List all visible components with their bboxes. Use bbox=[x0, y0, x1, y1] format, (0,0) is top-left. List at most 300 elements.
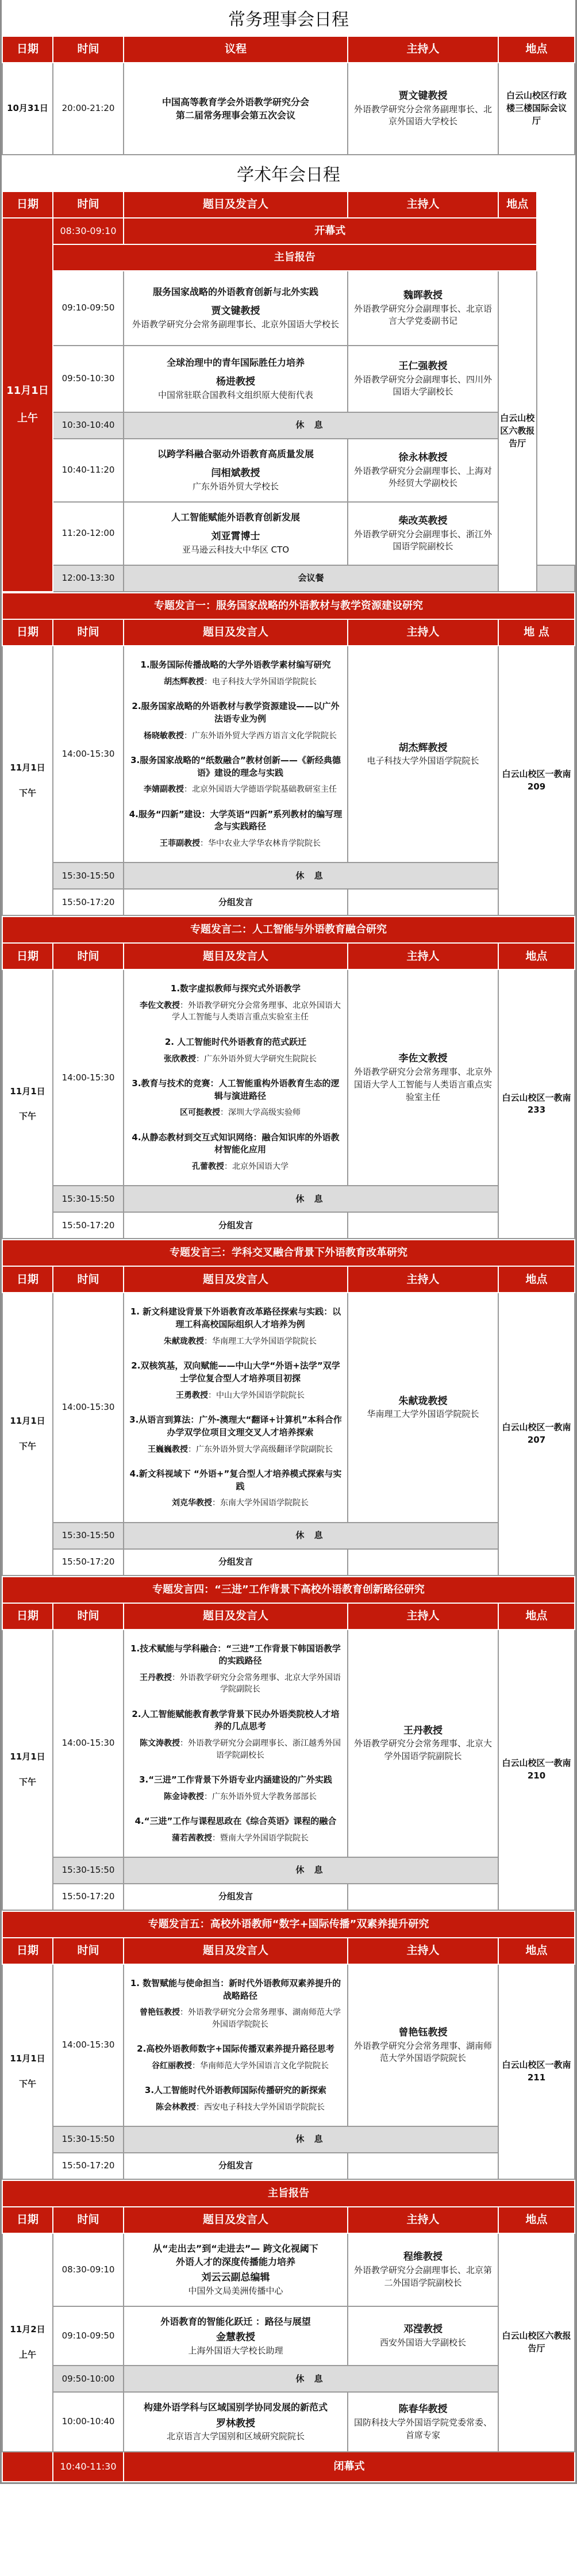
talk-speaker-line bbox=[129, 1833, 343, 1844]
host-aff: 外语教学研究分会副理事长、北京第二外国语学院副校长 bbox=[353, 2265, 492, 2288]
talk-speaker-aff: 西安电子科技大学外国语学院院长 bbox=[204, 2102, 325, 2112]
break-time: 15:30-15:50 bbox=[53, 1857, 124, 1884]
forum-table bbox=[2, 916, 575, 1239]
talk-speaker: 王勇教授 bbox=[176, 1390, 208, 1400]
group-label: 分组发言 bbox=[124, 1549, 348, 1575]
group-session-row bbox=[2, 889, 575, 915]
talk-item bbox=[129, 983, 343, 1023]
forum-location: 白云山校区一教南210 bbox=[498, 1630, 575, 1910]
talk-time: 11:20-12:00 bbox=[53, 502, 124, 565]
talk-time: 09:50-10:30 bbox=[53, 346, 124, 412]
forum-talk-list bbox=[124, 646, 348, 862]
talk-title: 全球治理中的青年国际胜任力培养 bbox=[166, 357, 305, 369]
forum-host bbox=[348, 1293, 498, 1522]
forum-talks-row bbox=[2, 969, 575, 1186]
day2-title-row bbox=[2, 2180, 575, 2207]
host-aff: 外语教学研究分会常务理事、湖南师范大学外国语学院院长 bbox=[353, 2040, 492, 2064]
talk-title: 1. 新文科建设背景下外语教育改革路径探索与实践：以理工科高校国际组织人才培养为例 bbox=[130, 1306, 341, 1330]
group-session-row bbox=[2, 2153, 575, 2179]
talk-item bbox=[129, 1643, 343, 1696]
talk-item bbox=[129, 754, 343, 796]
talk-speaker: 蒲若茜教授 bbox=[172, 1833, 212, 1843]
talk-title: 4.“三进”工作与课程思政在《综合英语》课程的融合 bbox=[134, 1815, 337, 1826]
talk-time: 09:10-09:50 bbox=[53, 2306, 124, 2366]
break-label: 休 息 bbox=[124, 1186, 498, 1212]
break-row bbox=[2, 1186, 575, 1212]
talk-speaker: 杨进教授 bbox=[216, 376, 255, 388]
talk-speaker-line bbox=[129, 1791, 343, 1803]
forum-talk-list bbox=[124, 1630, 348, 1857]
forum-title: 专题发言一：服务国家战略的外语教材与教学资源建设研究 bbox=[2, 593, 575, 619]
talk-speaker-line bbox=[129, 1336, 343, 1347]
col-header-host: 主持人 bbox=[348, 36, 498, 63]
talk-speaker-line bbox=[129, 838, 343, 849]
col-header-agenda: 议程 bbox=[124, 36, 348, 63]
host-aff: 国防科技大学外国语学院党委常委、首席专家 bbox=[353, 2417, 492, 2440]
talk-item bbox=[129, 659, 343, 688]
talk-time: 08:30-09:10 bbox=[53, 2233, 124, 2306]
col-header-date: 日期 bbox=[2, 1266, 53, 1293]
talk-speaker: 贾文键教授 bbox=[211, 305, 260, 317]
break-time: 15:30-15:50 bbox=[53, 862, 124, 889]
talk-speaker-aff: 广东外语外贸大学高级翻译学院副院长 bbox=[196, 1444, 333, 1454]
col-header-time: 时间 bbox=[53, 2207, 124, 2233]
talk-item bbox=[129, 1468, 343, 1509]
group-time: 15:50-17:20 bbox=[53, 1549, 124, 1575]
talk-speaker-line bbox=[129, 2102, 343, 2113]
break-time: 15:30-15:50 bbox=[53, 2126, 124, 2153]
talk-item bbox=[129, 1708, 343, 1761]
talk-title: 2.双核筑基，双向赋能——中山大学“外语+法学”双学士学位复合型人才培养项目初探 bbox=[131, 1360, 340, 1383]
forum-time: 14:00-15:30 bbox=[53, 1630, 124, 1857]
talk-speaker-aff: 华南理工大学外国语学院院长 bbox=[212, 1336, 317, 1346]
talk-speaker: 陈金诗教授 bbox=[164, 1792, 204, 1801]
col-header-time: 时间 bbox=[53, 943, 124, 969]
talk-speaker: 陈文涛教授 bbox=[140, 1739, 180, 1749]
lunch-location-empty bbox=[537, 565, 575, 592]
forum-table bbox=[2, 592, 575, 916]
talk-row bbox=[2, 346, 575, 412]
talk-speaker-aff: 外语教学研究分会副理事长、浙江越秀外国语学院副校长 bbox=[188, 1739, 341, 1760]
talk-title: 以跨学科融合驱动外语教育高质量发展 bbox=[157, 448, 314, 460]
talk-speaker-line bbox=[129, 1672, 343, 1696]
forum-talks-row bbox=[2, 646, 575, 862]
closing-time: 10:40-11:30 bbox=[53, 2452, 124, 2482]
speaker-separator: ： bbox=[220, 1108, 228, 1118]
talk-item bbox=[129, 1360, 343, 1401]
talk-speaker: 刘克华教授 bbox=[172, 1498, 212, 1508]
host-name: 李佐文教授 bbox=[398, 1053, 448, 1065]
opening-label: 开幕式 bbox=[124, 218, 537, 244]
talk-row bbox=[2, 502, 575, 565]
col-header-topic: 题目及发言人 bbox=[124, 2207, 348, 2233]
forum-title: 专题发言四：“三进”工作背景下高校外语教育创新路径研究 bbox=[2, 1577, 575, 1603]
host-name: 陈春华教授 bbox=[398, 2404, 448, 2416]
forum-talks-row bbox=[2, 1964, 575, 2126]
talk-title: 2.服务国家战略的外语教材与教学资源建设——以广外法语专业为例 bbox=[132, 701, 340, 724]
col-header-topic: 题目及发言人 bbox=[124, 191, 348, 218]
break-label: 休 息 bbox=[124, 1523, 498, 1549]
talk-speaker: 刘云云副总编辑 bbox=[201, 2272, 270, 2284]
speaker-separator: ： bbox=[200, 839, 208, 849]
break-label: 休 息 bbox=[124, 862, 498, 889]
council-host-aff: 外语教学研究分会常务副理事长、北京外国语大学校长 bbox=[353, 103, 492, 127]
speaker-separator: ： bbox=[184, 731, 192, 741]
speaker-separator: ： bbox=[196, 1054, 204, 1064]
talk-row bbox=[2, 271, 575, 346]
day2-date bbox=[2, 2233, 53, 2452]
council-agenda-line2: 第二届常务理事会第五次会议 bbox=[175, 110, 295, 121]
break-row bbox=[2, 412, 575, 439]
talk-title: 外语教育的智能化跃迁 ：路径与展望 bbox=[160, 2316, 311, 2327]
col-header-time: 时间 bbox=[53, 1938, 124, 1964]
date-label: 11月1日 bbox=[6, 384, 49, 397]
talk-speaker-aff: 北京外国语大学德语学院基础教研室主任 bbox=[192, 785, 337, 795]
col-header-time: 时间 bbox=[53, 36, 124, 63]
talk-speaker: 区可挺教授 bbox=[180, 1108, 220, 1118]
forum-table bbox=[2, 1239, 575, 1575]
host-name: 程维教授 bbox=[403, 2251, 443, 2263]
talk-title: 4.新文科视域下 “外语+”复合型人才培养模式探索与实践 bbox=[129, 1468, 342, 1492]
group-session-row bbox=[2, 1884, 575, 1910]
group-label: 分组发言 bbox=[124, 2153, 348, 2179]
talk-item bbox=[129, 808, 343, 850]
talk-title: 2. 人工智能时代外语教育的范式跃迁 bbox=[164, 1036, 307, 1047]
break-row bbox=[2, 1523, 575, 1549]
speaker-separator: ： bbox=[204, 1336, 212, 1346]
col-header-date: 日期 bbox=[2, 2207, 53, 2233]
talk-speaker: 孔蕾教授 bbox=[192, 1162, 224, 1172]
talk-speaker-aff: 北京语言大学国别和区域研究院院长 bbox=[166, 2431, 305, 2442]
break-label: 休 息 bbox=[124, 2126, 498, 2153]
host-name: 王丹教授 bbox=[403, 1724, 443, 1736]
talk-title: 1.数字虚拟教师与探究式外语教学 bbox=[170, 983, 301, 994]
forum-title: 专题发言五：高校外语教师“数字+国际传播”双素养提升研究 bbox=[2, 1911, 575, 1938]
talk-speaker-line bbox=[129, 1444, 343, 1455]
col-header-date: 日期 bbox=[2, 1938, 53, 1964]
closing-label: 闭幕式 bbox=[124, 2452, 575, 2482]
talk-title: 构建外语学科与区域国别学协同发展的新范式 bbox=[143, 2402, 328, 2413]
talk-title: 3.从语言到算法：广外-澳理大“翻译+计算机”本科合作办学双学位项目文理交叉人才培养探索 bbox=[129, 1414, 342, 1438]
col-header-host: 主持人 bbox=[348, 943, 498, 969]
talk-topic bbox=[124, 502, 348, 565]
talk-host bbox=[348, 2233, 498, 2306]
speaker-separator: ： bbox=[188, 1444, 196, 1454]
talk-topic bbox=[124, 346, 348, 412]
forum-title-row bbox=[2, 1911, 575, 1938]
date-label: 11月1日 bbox=[10, 1416, 45, 1427]
talk-host bbox=[348, 502, 498, 565]
council-host-name: 贾文键教授 bbox=[398, 90, 448, 102]
talk-item bbox=[129, 1078, 343, 1119]
talk-title: 3.“三进”工作背景下外语专业内涵建设的广外实践 bbox=[139, 1774, 332, 1785]
col-header-topic: 题目及发言人 bbox=[124, 1603, 348, 1630]
talk-title: 2.人工智能赋能教育教学背景下民办外语类院校人才培养的几点思考 bbox=[132, 1708, 340, 1732]
lunch-label: 会议餐 bbox=[124, 565, 498, 592]
col-header-host: 主持人 bbox=[348, 619, 498, 646]
talk-speaker: 胡杰辉教授 bbox=[164, 677, 204, 687]
talk-item bbox=[129, 2084, 343, 2113]
talk-item bbox=[129, 700, 343, 742]
talk-speaker-line bbox=[129, 730, 343, 742]
group-label: 分组发言 bbox=[124, 889, 348, 915]
talk-speaker-aff: 外语教学研究分会常务理事、湖南师范大学外国语学院院长 bbox=[188, 2008, 341, 2029]
forum-date bbox=[2, 1293, 53, 1575]
host-aff: 外语教学研究分会副理事长、四川外国语大学副校长 bbox=[353, 374, 492, 397]
group-time: 15:50-17:20 bbox=[53, 1884, 124, 1910]
group-label: 分组发言 bbox=[124, 1884, 348, 1910]
council-agenda bbox=[124, 63, 348, 155]
host-name: 朱献珑教授 bbox=[398, 1395, 448, 1407]
forum-title-row bbox=[2, 593, 575, 619]
group-time: 15:50-17:20 bbox=[53, 2153, 124, 2179]
host-aff: 外语教学研究分会副理事长、浙江外国语学院副校长 bbox=[353, 528, 492, 552]
council-host bbox=[348, 63, 498, 155]
talk-item bbox=[129, 1306, 343, 1347]
host-name: 曾艳钰教授 bbox=[398, 2026, 448, 2038]
break-row bbox=[2, 2366, 575, 2392]
day1-morning-location: 白云山校区六教报告厅 bbox=[498, 271, 537, 592]
forum-talks-row bbox=[2, 1630, 575, 1857]
talk-time: 09:10-09:50 bbox=[53, 271, 124, 346]
talk-speaker-line bbox=[129, 784, 343, 795]
speaker-separator: ： bbox=[172, 1673, 180, 1683]
col-header-topic: 题目及发言人 bbox=[124, 1938, 348, 1964]
break-row bbox=[2, 1857, 575, 1884]
talk-speaker-line bbox=[129, 1107, 343, 1118]
forum-talk-list bbox=[124, 1293, 348, 1522]
forum-host bbox=[348, 1964, 498, 2126]
talk-host bbox=[348, 2306, 498, 2366]
break-time: 10:30-10:40 bbox=[53, 412, 124, 439]
host-aff: 外语教学研究分会常务理事、北京外国语大学人工智能与人类语言重点实验室主任 bbox=[353, 1067, 492, 1102]
council-table bbox=[2, 36, 575, 155]
talk-row bbox=[2, 2233, 575, 2306]
period-label: 下午 bbox=[18, 2078, 36, 2089]
talk-title: 4.服务“四新”建设：大学英语“四新”系列教材的编写理念与实践路径 bbox=[129, 808, 343, 832]
forum-title: 专题发言二：人工智能与外语教育融合研究 bbox=[2, 917, 575, 943]
day2-location: 白云山校区六教报告厅 bbox=[498, 2233, 575, 2452]
forum-table bbox=[2, 1576, 575, 1911]
talk-item bbox=[129, 1774, 343, 1803]
council-row bbox=[2, 63, 575, 155]
talk-item bbox=[129, 1414, 343, 1455]
talk-speaker: 王菲副教授 bbox=[160, 839, 200, 849]
host-aff: 外语教学研究分会常务理事、北京大学外国语学院副院长 bbox=[353, 1738, 492, 1762]
day2-title: 主旨报告 bbox=[2, 2180, 575, 2207]
forum-host bbox=[348, 969, 498, 1186]
talk-speaker-aff: 电子科技大学外国语学院院长 bbox=[212, 677, 317, 687]
col-header-date: 日期 bbox=[2, 1603, 53, 1630]
forum-location: 白云山校区一教南209 bbox=[498, 646, 575, 915]
break-time: 15:30-15:50 bbox=[53, 1186, 124, 1212]
talk-title: 3.教育与技术的竞赛：人工智能重构外语教育生态的逻辑与演进路径 bbox=[132, 1078, 340, 1101]
forum-talks-row bbox=[2, 1293, 575, 1522]
forum-title-row bbox=[2, 917, 575, 943]
talk-title: 2.高校外语教师数字+国际传播双素养提升路径思考 bbox=[137, 2043, 334, 2054]
forum-host bbox=[348, 646, 498, 862]
col-header-date: 日期 bbox=[2, 191, 53, 218]
talk-item bbox=[129, 1036, 343, 1065]
host-name: 王仁强教授 bbox=[398, 360, 448, 372]
forum-header-row bbox=[2, 1266, 575, 1293]
talk-speaker: 陈会林教授 bbox=[156, 2102, 196, 2112]
break-label: 休 息 bbox=[124, 1857, 498, 1884]
talk-speaker-aff: 广东外语外贸大学西方语言文化学院院长 bbox=[192, 731, 337, 741]
speaker-separator: ： bbox=[196, 2102, 204, 2112]
forum-time: 14:00-15:30 bbox=[53, 646, 124, 862]
host-name: 魏晖教授 bbox=[403, 289, 443, 301]
talk-topic bbox=[124, 439, 348, 502]
group-time: 15:50-17:20 bbox=[53, 889, 124, 915]
talk-time: 10:00-10:40 bbox=[53, 2392, 124, 2452]
talk-speaker: 朱献珑教授 bbox=[164, 1336, 204, 1346]
speaker-separator: ： bbox=[184, 785, 192, 795]
date-label: 11月2日 bbox=[10, 2324, 45, 2335]
speaker-separator: ： bbox=[180, 2008, 188, 2018]
talk-row bbox=[2, 2392, 575, 2452]
col-header-host: 主持人 bbox=[348, 1603, 498, 1630]
closing-date-empty bbox=[2, 2452, 53, 2482]
host-aff: 华南理工大学外国语学院院长 bbox=[367, 1409, 479, 1420]
council-location: 白云山校区行政楼三楼国际会议厅 bbox=[498, 63, 575, 155]
talk-speaker-line bbox=[129, 1161, 343, 1172]
col-header-location: 地点 bbox=[498, 36, 575, 63]
forum-time: 14:00-15:30 bbox=[53, 969, 124, 1186]
talk-speaker: 金慧教授 bbox=[216, 2332, 255, 2344]
forum-date bbox=[2, 1630, 53, 1910]
speaker-separator: ： bbox=[180, 1739, 188, 1749]
col-header-location: 地点 bbox=[498, 1938, 575, 1964]
talk-speaker-line bbox=[129, 2007, 343, 2030]
talk-speaker-aff: 中山大学外国语学院院长 bbox=[216, 1390, 305, 1400]
talk-title: 3.人工智能时代外语教师国际传播研究的新探索 bbox=[144, 2085, 327, 2096]
host-aff: 外语教学研究分会副理事长、上海对外经贸大学副校长 bbox=[353, 465, 492, 489]
keynote-label: 主旨报告 bbox=[53, 244, 537, 271]
talk-speaker: 王丹教授 bbox=[140, 1673, 172, 1683]
host-name: 徐永林教授 bbox=[398, 451, 448, 463]
col-header-host: 主持人 bbox=[348, 1266, 498, 1293]
col-header-time: 时间 bbox=[53, 619, 124, 646]
day1-morning-date bbox=[2, 218, 53, 592]
talk-speaker: 李佐文教授 bbox=[140, 1001, 180, 1011]
talk-speaker-line bbox=[129, 1738, 343, 1761]
talk-item bbox=[129, 1132, 343, 1173]
talk-speaker: 杨晓敏教授 bbox=[144, 731, 184, 741]
date-label: 11月1日 bbox=[10, 1751, 45, 1762]
speaker-separator: ： bbox=[212, 1833, 220, 1843]
forum-header-row bbox=[2, 1938, 575, 1964]
talk-speaker-aff: 华中农业大学华农林肯学院院长 bbox=[208, 839, 321, 849]
forum-header-row bbox=[2, 619, 575, 646]
talk-item bbox=[129, 1815, 343, 1844]
speaker-separator: ： bbox=[180, 1001, 188, 1011]
talk-topic bbox=[124, 2233, 348, 2306]
period-label: 下午 bbox=[18, 1441, 36, 1452]
period-label: 下午 bbox=[18, 1111, 36, 1122]
council-header-row bbox=[2, 36, 575, 63]
break-row bbox=[2, 2126, 575, 2153]
talk-title-cont: 外语人才的深度传播能力培养 bbox=[175, 2256, 295, 2268]
talk-speaker: 王巍巍教授 bbox=[148, 1444, 188, 1454]
talk-speaker-aff: 上海外国语大学校长助理 bbox=[188, 2345, 283, 2356]
forum-date bbox=[2, 969, 53, 1239]
speaker-separator: ： bbox=[208, 1390, 216, 1400]
talk-topic bbox=[124, 2392, 348, 2452]
break-label: 休 息 bbox=[124, 2366, 498, 2392]
council-agenda-line1: 中国高等教育学会外语教学研究分会 bbox=[161, 96, 309, 108]
group-session-row bbox=[2, 1212, 575, 1239]
talk-time: 10:40-11:20 bbox=[53, 439, 124, 502]
talk-speaker: 刘亚霄博士 bbox=[211, 531, 260, 543]
annual-header-row bbox=[2, 191, 575, 218]
talk-speaker: 李婧副教授 bbox=[144, 785, 184, 795]
talk-speaker-aff: 北京外国语大学 bbox=[232, 1162, 288, 1172]
talk-title: 从“走出去”到“走进去”— 跨文化视阈下 bbox=[153, 2243, 318, 2255]
forum-header-row bbox=[2, 943, 575, 969]
talk-speaker-aff: 暨南大学外国语学院院长 bbox=[220, 1833, 309, 1843]
talk-speaker: 张欣教授 bbox=[164, 1054, 196, 1064]
closing-row bbox=[2, 2452, 575, 2482]
col-header-topic: 题目及发言人 bbox=[124, 619, 348, 646]
talk-speaker: 罗林教授 bbox=[216, 2417, 255, 2429]
date-label: 11月1日 bbox=[10, 2053, 45, 2064]
forum-date bbox=[2, 1964, 53, 2179]
period-label: 上午 bbox=[17, 412, 38, 424]
talk-speaker-aff: 外语教学研究分会常务理事、北京外国语大学人工智能与人类语言重点实验室主任 bbox=[172, 1001, 341, 1022]
col-header-host: 主持人 bbox=[348, 1938, 498, 1964]
forum-talk-list bbox=[124, 969, 348, 1186]
talk-host bbox=[348, 346, 498, 412]
forum-sections bbox=[2, 592, 575, 2180]
opening-time: 08:30-09:10 bbox=[53, 218, 124, 244]
talk-speaker: 曾艳钰教授 bbox=[140, 2008, 180, 2018]
council-time: 20:00-21:20 bbox=[53, 63, 124, 155]
col-header-date: 日期 bbox=[2, 619, 53, 646]
break-row bbox=[2, 862, 575, 889]
talk-speaker-aff: 华南师范大学外国语言文化学院院长 bbox=[200, 2061, 329, 2071]
group-label: 分组发言 bbox=[124, 1212, 348, 1239]
date-label: 11月1日 bbox=[10, 762, 45, 773]
group-session-row bbox=[2, 1549, 575, 1575]
col-header-host: 主持人 bbox=[348, 2207, 498, 2233]
talk-speaker-line bbox=[129, 1390, 343, 1401]
col-header-time: 时间 bbox=[53, 1603, 124, 1630]
talk-speaker: 谷红丽教授 bbox=[152, 2061, 192, 2071]
talk-title: 1.技术赋能与学科融合：“三进”工作背景下韩国语教学的实践路径 bbox=[130, 1643, 341, 1666]
talk-host bbox=[348, 271, 498, 346]
lunch-time: 12:00-13:30 bbox=[53, 565, 124, 592]
col-header-location: 地点 bbox=[498, 1603, 575, 1630]
talk-speaker-aff: 亚马逊云科技大中华区 CTO bbox=[182, 545, 290, 555]
speaker-separator: ： bbox=[224, 1162, 232, 1172]
group-time: 15:50-17:20 bbox=[53, 1212, 124, 1239]
group-host-empty bbox=[348, 889, 498, 915]
talk-speaker-aff: 外语教学研究分会常务理事、北京大学外国语学院副院长 bbox=[180, 1673, 341, 1695]
forum-time: 14:00-15:30 bbox=[53, 1293, 124, 1522]
talk-speaker-line bbox=[129, 676, 343, 688]
date-label: 11月1日 bbox=[10, 1086, 45, 1097]
forum-title-row bbox=[2, 1577, 575, 1603]
council-title: 常务理事会日程 bbox=[2, 0, 575, 36]
talk-speaker-aff: 中国常驻联合国教科文组织原大使衔代表 bbox=[157, 390, 313, 401]
forum-talk-list bbox=[124, 1964, 348, 2126]
speaker-separator: ： bbox=[204, 677, 212, 687]
speaker-separator: ： bbox=[192, 2061, 200, 2071]
talk-title: 服务国家战略的外语教育创新与北外实践 bbox=[152, 286, 318, 298]
forum-date bbox=[2, 646, 53, 915]
period-label: 下午 bbox=[18, 1776, 36, 1787]
